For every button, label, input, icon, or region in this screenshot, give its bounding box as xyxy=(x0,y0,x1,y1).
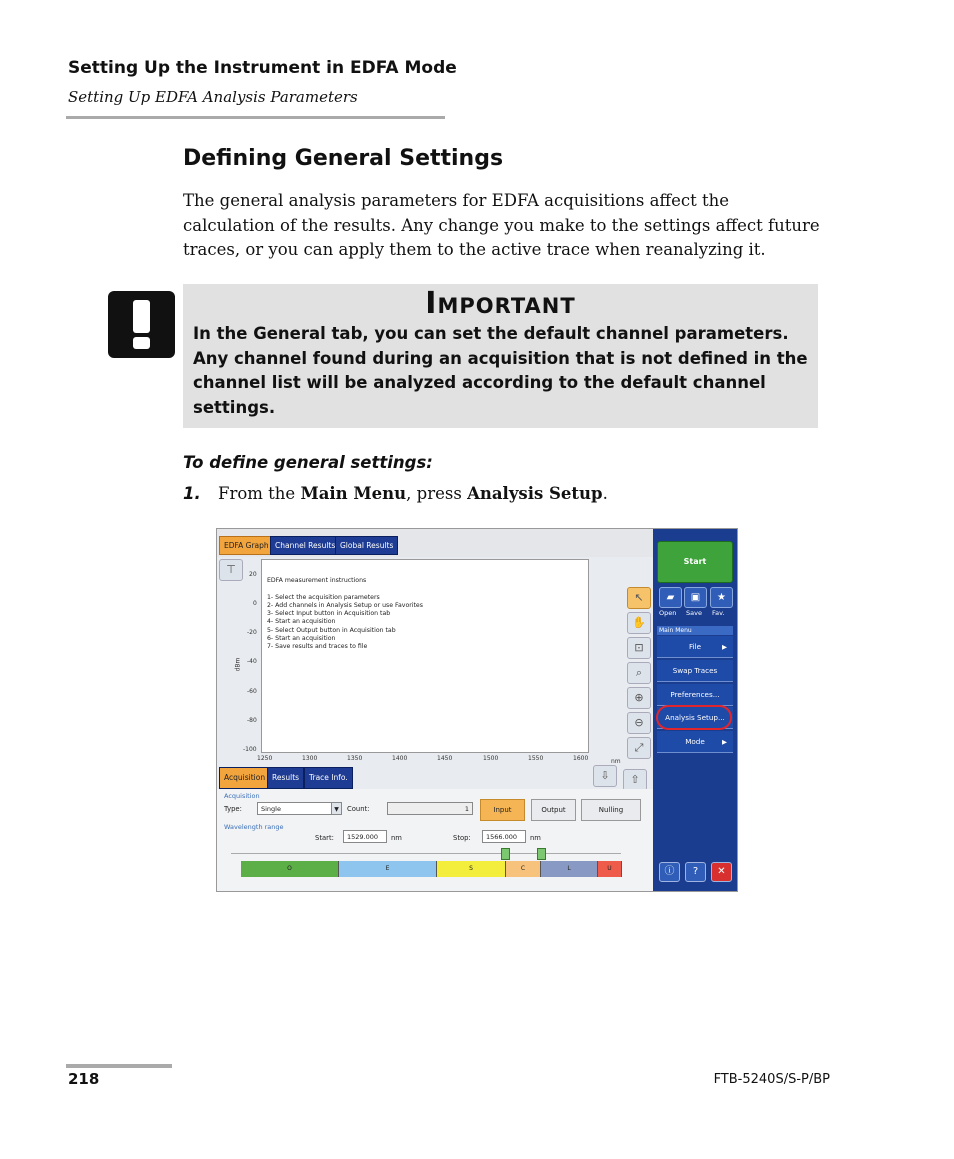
running-header-subtitle: Setting Up EDFA Analysis Parameters xyxy=(68,88,358,106)
highlight-circle xyxy=(656,705,732,730)
pointer-icon[interactable]: ↖ xyxy=(627,587,651,609)
start-unit: nm xyxy=(391,834,402,842)
range-slider-track[interactable] xyxy=(231,853,621,854)
start-button[interactable]: Start xyxy=(657,541,733,583)
band-s: S xyxy=(437,861,506,877)
zoom-out-icon[interactable]: ⊖ xyxy=(627,712,651,734)
tab-channel-results[interactable]: Channel Results xyxy=(270,536,340,555)
x-tick: 1300 xyxy=(302,755,318,762)
hand-icon[interactable]: ✋ xyxy=(627,612,651,634)
y-tick: 20 xyxy=(249,571,257,578)
type-select[interactable]: Single xyxy=(257,802,341,815)
instruction-line: 6- Start an acquisition xyxy=(267,635,336,642)
wavelength-group-label: Wavelength range xyxy=(224,823,284,831)
spectrum-plot[interactable] xyxy=(261,559,589,753)
nulling-button[interactable]: Nulling xyxy=(581,799,641,821)
stop-wavelength-field[interactable]: 1566.000 xyxy=(482,830,526,843)
help-icon[interactable]: ? xyxy=(685,862,706,882)
stop-unit: nm xyxy=(530,834,541,842)
footer-divider xyxy=(66,1064,172,1068)
count-field[interactable]: 1 xyxy=(387,802,473,815)
star-icon[interactable]: ★ xyxy=(710,587,733,608)
zoom-fit-icon[interactable]: ⊡ xyxy=(627,637,651,659)
open-label: Open xyxy=(659,609,677,617)
instruction-line: 7- Save results and traces to file xyxy=(267,643,368,650)
full-view-icon[interactable]: ⤢ xyxy=(627,737,651,759)
band-u: U xyxy=(598,861,622,877)
running-header-title: Setting Up the Instrument in EDFA Mode xyxy=(68,58,457,78)
save-icon[interactable]: ▣ xyxy=(684,587,707,608)
info-icon[interactable]: ⓘ xyxy=(659,862,680,882)
arrow-right-icon: ▶ xyxy=(722,643,727,651)
y-tick: -100 xyxy=(243,746,257,753)
instructions-title: EDFA measurement instructions xyxy=(267,577,367,584)
procedure-title: To define general settings: xyxy=(183,453,433,472)
intro-paragraph: The general analysis parameters for EDFA acquisitions affect the calculation of the results. Any change you make to the settings affect future traces, or you can apply them to the active trace when reanalyzing it. xyxy=(183,191,820,259)
y-tick: -20 xyxy=(247,629,257,636)
x-tick: 1500 xyxy=(483,755,499,762)
start-label: Start: xyxy=(315,834,334,842)
close-icon[interactable]: ✕ xyxy=(711,862,732,882)
y-tick: 0 xyxy=(253,600,257,607)
step-text: From the Main Menu, press Analysis Setup. xyxy=(218,484,608,503)
instrument-screenshot xyxy=(216,528,738,892)
instruction-line: 2- Add channels in Analysis Setup or use Favorites xyxy=(267,602,423,609)
slider-handle-stop[interactable] xyxy=(537,848,546,860)
instruction-line: 4- Start an acquisition xyxy=(267,618,336,625)
x-tick: 1450 xyxy=(437,755,453,762)
x-tick: 1600 xyxy=(573,755,589,762)
slider-handle-start[interactable] xyxy=(501,848,510,860)
y-tick: -80 xyxy=(247,717,257,724)
exclamation-icon xyxy=(108,291,175,358)
arrow-right-icon: ▶ xyxy=(722,738,727,746)
arrow-up-icon[interactable]: ⇧ xyxy=(623,769,647,791)
x-tick: 1250 xyxy=(257,755,273,762)
y-axis-label: dBm xyxy=(234,657,242,672)
instruction-line: 3- Select Input button in Acquisition tab xyxy=(267,610,391,617)
instruction-line: 5- Select Output button in Acquisition tab xyxy=(267,627,396,634)
menu-item-file[interactable]: File ▶ xyxy=(657,636,733,658)
band-e: E xyxy=(339,861,437,877)
chevron-down-icon[interactable]: ▼ xyxy=(331,802,342,815)
tab-trace-info[interactable]: Trace Info. xyxy=(304,767,353,789)
tab-global-results[interactable]: Global Results xyxy=(335,536,398,555)
x-unit: nm xyxy=(611,758,621,765)
menu-item-analysis-setup[interactable]: Analysis Setup... xyxy=(657,707,733,729)
arrow-down-icon[interactable]: ⇩ xyxy=(593,765,617,787)
folder-icon[interactable]: ▰ xyxy=(659,587,682,608)
output-button[interactable]: Output xyxy=(531,799,576,821)
y-tick: -40 xyxy=(247,658,257,665)
input-button[interactable]: Input xyxy=(480,799,525,821)
menu-item-mode[interactable]: Mode ▶ xyxy=(657,731,733,753)
x-tick: 1350 xyxy=(347,755,363,762)
marker-icon[interactable]: ⊤ xyxy=(219,559,243,581)
band-o: O xyxy=(241,861,339,877)
menu-item-swap-traces[interactable]: Swap Traces xyxy=(657,660,733,682)
top-tab-bar xyxy=(217,529,653,557)
y-tick: -60 xyxy=(247,688,257,695)
page-number: 218 xyxy=(68,1070,100,1088)
acquisition-group-label: Acquisition xyxy=(224,792,260,800)
tab-edfa-graph[interactable]: EDFA Graph xyxy=(219,536,274,555)
menu-item-preferences[interactable]: Preferences... xyxy=(657,684,733,706)
x-tick: 1400 xyxy=(392,755,408,762)
fav-label: Fav. xyxy=(712,609,725,617)
stop-label: Stop: xyxy=(453,834,471,842)
main-menu-header: Main Menu xyxy=(657,626,733,635)
zoom-in-icon[interactable]: ⊕ xyxy=(627,687,651,709)
important-text: In the General tab, you can set the default channel parameters. Any channel found during an acquisition that is not defined in the channel list will be analyzed according to the default channel settings. xyxy=(193,324,808,417)
start-wavelength-field[interactable]: 1529.000 xyxy=(343,830,387,843)
zoom-area-icon[interactable]: ⌕ xyxy=(627,662,651,684)
header-divider xyxy=(66,116,445,119)
step-number: 1. xyxy=(183,484,201,503)
instruction-line: 1- Select the acquisition parameters xyxy=(267,594,380,601)
tab-results[interactable]: Results xyxy=(267,767,304,789)
type-label: Type: xyxy=(224,805,242,813)
band-c: C xyxy=(506,861,541,877)
important-note xyxy=(183,284,818,428)
section-title: Defining General Settings xyxy=(183,146,504,171)
tab-acquisition[interactable]: Acquisition xyxy=(219,767,270,789)
save-label: Save xyxy=(686,609,702,617)
band-l: L xyxy=(541,861,598,877)
important-heading: Important xyxy=(425,286,576,321)
count-label: Count: xyxy=(347,805,370,813)
model-number: FTB-5240S/S-P/BP xyxy=(713,1072,830,1087)
x-tick: 1550 xyxy=(528,755,544,762)
